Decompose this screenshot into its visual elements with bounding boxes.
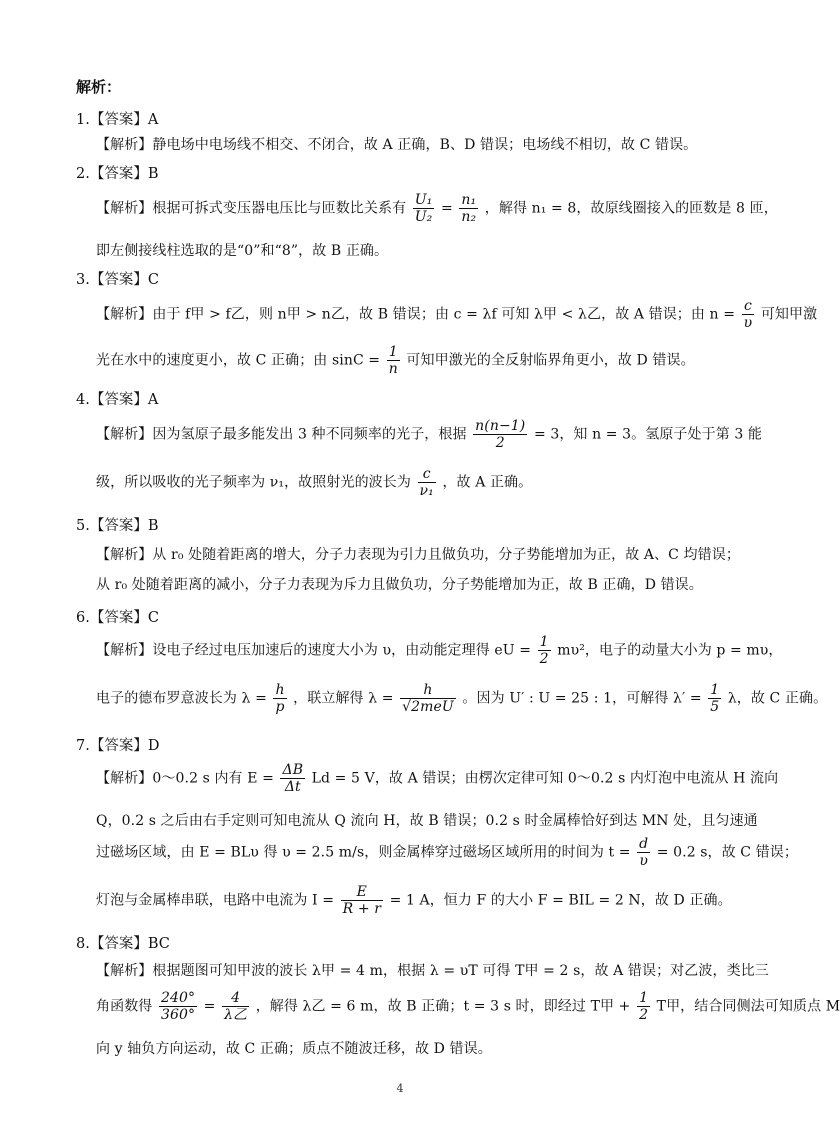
- solved-wavelength-fraction: $\frac{h}{\text{√2meU}}$: [402, 682, 454, 715]
- answer-3: 3.【答案】C: [76, 272, 159, 288]
- half-fraction: $\frac{1}{2}$: [539, 634, 549, 667]
- explanation-2-line-1: 【解析】根据可拆式变压器电压比与匝数比关系有 $\frac{\text{U₁}}{\text{U₂}}$ = $\frac{\text{n₁}}{\text{n₂}}$ ，解得 n₁ = 8，故原线圈接入的匝数是 8 匝，: [96, 192, 778, 225]
- refraction-fraction: $\frac{c}{\upsilon}$: [743, 298, 753, 331]
- half-period-fraction: $\frac{1}{2}$: [639, 990, 649, 1023]
- explanation-8-line-3: 向 y 轴负方向运动，故 C 正确；质点不随波迁移，故 D 错误。: [96, 1041, 492, 1057]
- time-fraction: $\frac{d}{\upsilon}$: [639, 836, 649, 869]
- wavelength-fraction: $\frac{c}{\text{ν₁}}$: [419, 466, 434, 499]
- current-fraction: $\frac{E}{R + r}$: [342, 884, 381, 917]
- fifth-fraction: $\frac{1}{5}$: [710, 682, 720, 715]
- answer-1: 1.【答案】A: [76, 112, 159, 128]
- critical-angle-fraction: $\frac{1}{n}$: [388, 344, 398, 377]
- flux-rate-fraction: $\frac{\Delta B}{\Delta t}$: [282, 762, 304, 795]
- answer-4: 4.【答案】A: [76, 392, 159, 408]
- angle-fraction: $\frac{240^\circ}{360^\circ}$: [160, 990, 196, 1023]
- wavelength-ratio-fraction: $\frac{4}{\text{λ乙}}$: [224, 990, 248, 1023]
- photon-count-fraction: $\frac{n(n-1)}{2}$: [475, 418, 526, 451]
- page-number: 4: [396, 1082, 404, 1095]
- explanation-2-line-2: 即左侧接线柱选取的是“0”和“8”，故 B 正确。: [96, 243, 389, 259]
- explanation-4-line-2: 级，所以吸收的光子频率为 ν₁，故照射光的波长为 $\frac{c}{\text{ν₁}}$ ，故 A 正确。: [96, 466, 533, 499]
- answer-6: 6.【答案】C: [76, 610, 159, 626]
- explanation-7-line-4: 灯泡与金属棒串联，电路中电流为 I = $\frac{E}{R + r}$ = 1 A，恒力 F 的大小 F = BIL = 2 N，故 D 正确。: [96, 884, 732, 917]
- explanation-1: 【解析】静电场中电场线不相交、不闭合，故 A 正确，B、D 错误；电场线不相切，故 C 错误。: [96, 137, 698, 153]
- explanation-7-line-3: 过磁场区域，由 E = BLυ 得 υ = 2.5 m/s，则金属棒穿过磁场区域所用的时间为 t = $\frac{d}{\upsilon}$ = 0.2 s，故 C 错误；: [96, 836, 798, 869]
- answer-8: 8.【答案】BC: [76, 936, 170, 952]
- answer-7: 7.【答案】D: [76, 738, 160, 754]
- explanation-5-line-2: 从 r₀ 处随着距离的减小，分子力表现为斥力且做负功，分子势能增加为正，故 B 正确，D 错误。: [96, 577, 703, 593]
- explanation-6-line-2: 电子的德布罗意波长为 λ = $\frac{h}{p}$ ，联立解得 λ = $\frac{h}{\text{√2meU}}$ 。因为 U′ : U = 25 : 1，可解得 λ′ = $\frac{1}{5}$ λ，故 C 正确。: [96, 682, 828, 715]
- de-broglie-fraction: $\frac{h}{p}$: [275, 682, 285, 715]
- explanation-6-line-1: 【解析】设电子经过电压加速后的速度大小为 υ，由动能定理得 eU = $\frac{1}{2}$ mυ²，电子的动量大小为 p = mυ，: [96, 634, 783, 667]
- explanation-5-line-1: 【解析】从 r₀ 处随着距离的增大，分子力表现为引力且做负功，分子势能增加为正，故 A、C 均错误；: [96, 547, 740, 563]
- explanation-4-line-1: 【解析】因为氢原子最多能发出 3 种不同频率的光子，根据 $\frac{n(n-1)}{2}$ = 3，知 n = 3。氢原子处于第 3 能: [96, 418, 763, 451]
- page-heading: 解析：: [76, 78, 122, 96]
- voltage-ratio-fraction: $\frac{\text{U₁}}{\text{U₂}}$: [414, 192, 433, 225]
- explanation-3-line-2: 光在水中的速度更小，故 C 正确；由 sinC = $\frac{1}{n}$ 可知甲激光的全反射临界角更小，故 D 错误。: [96, 344, 695, 377]
- explanation-3-line-1: 【解析】由于 f甲 > f乙，则 n甲 > n乙，故 B 错误；由 c = λf 可知 λ甲 < λ乙，故 A 错误；由 n = $\frac{c}{\upsilon}$ 可知甲激: [96, 298, 818, 331]
- answer-5: 5.【答案】B: [76, 518, 159, 534]
- answer-2: 2.【答案】B: [76, 166, 159, 182]
- explanation-8-line-1: 【解析】根据题图可知甲波的波长 λ甲 = 4 m，根据 λ = υT 可得 T甲 = 2 s，故 A 错误；对乙波，类比三: [96, 963, 769, 979]
- explanation-7-line-1: 【解析】0～0.2 s 内有 E = $\frac{\Delta B}{\Delta t}$ Ld = 5 V，故 A 错误；由楞次定律可知 0～0.2 s 内灯泡中电流从 H 流向: [96, 762, 779, 795]
- explanation-8-line-2: 角函数得 $\frac{240^\circ}{360^\circ}$ = $\frac{4}{\text{λ乙}}$ ，解得 λ乙 = 6 m，故 B 正确；t = 3 s 时，即经过 T甲 + $\frac{1}{2}$ T甲，结合同侧法可知质点 M: [96, 990, 840, 1023]
- turns-ratio-fraction: $\frac{\text{n₁}}{\text{n₂}}$: [461, 192, 477, 225]
- explanation-7-line-2: Q，0.2 s 之后由右手定则可知电流从 Q 流向 H，故 B 错误；0.2 s 时金属棒恰好到达 MN 处，且匀速通: [96, 813, 758, 829]
